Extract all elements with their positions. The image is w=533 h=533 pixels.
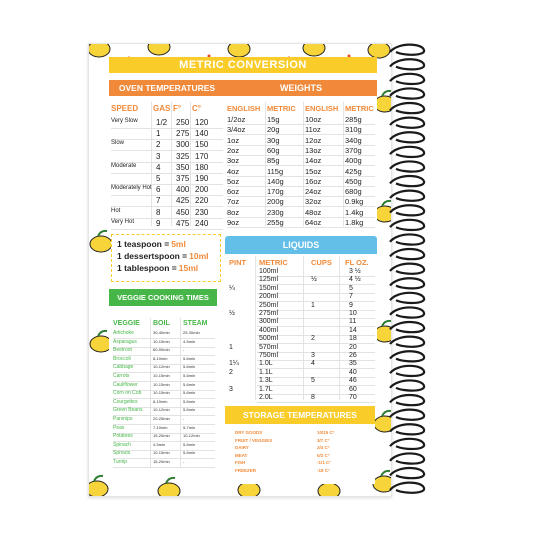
weights-cell: 285g xyxy=(345,115,362,124)
liquids-cell: 100ml xyxy=(259,268,279,275)
liquids-cell: 4 xyxy=(311,360,315,368)
spoon-label: 1 teaspoon = xyxy=(117,239,170,249)
weights-cell: 1.4kg xyxy=(345,207,364,217)
veggie-cell: 5-6min xyxy=(183,390,196,396)
spoon-value: 10ml xyxy=(189,251,209,261)
veggie-cell: 5-6min xyxy=(183,398,196,404)
oven-cell: 350 xyxy=(176,162,190,172)
oven-cell: 275 xyxy=(176,129,190,139)
veggie-cell: 10-15min xyxy=(153,373,170,378)
weights-cell: 15g xyxy=(267,115,280,124)
oven-cell: 240 xyxy=(195,218,209,228)
veggie-cell: Turnip xyxy=(113,459,127,465)
spiral-coil xyxy=(390,234,424,244)
table-rule xyxy=(150,318,151,468)
liquids-cell: 125ml xyxy=(259,276,279,284)
weights-cell: 140g xyxy=(267,176,284,186)
spoon-row xyxy=(117,239,186,249)
spiral-coil xyxy=(390,74,424,84)
weights-cell: 6oz xyxy=(227,187,240,197)
spiral-coil xyxy=(390,439,424,449)
oven-cell: Very Slow xyxy=(111,118,138,124)
weights-cell: 680g xyxy=(345,187,362,197)
weights-cell: 32oz xyxy=(305,197,322,207)
weights-cell: 15oz xyxy=(305,166,322,176)
veggie-cell: 10-15min xyxy=(153,381,170,387)
weights-cell: 7oz xyxy=(227,197,240,207)
veggie-cell: 5-7min xyxy=(183,424,196,430)
oven-cell: 1 xyxy=(156,129,161,139)
storage-item: DAIRY xyxy=(235,445,249,450)
weights-cell: 10oz xyxy=(305,115,322,124)
veggie-cell: 4-5min xyxy=(183,338,196,344)
storage-temp: 3/7 C° xyxy=(317,437,330,443)
spoon-label: 1 tablespoon = xyxy=(117,263,177,273)
weights-cell: 200g xyxy=(267,197,284,207)
liquids-cell: 1 xyxy=(229,343,233,351)
liquids-cell: 400ml xyxy=(259,326,279,334)
liquids-cell: 1.3L xyxy=(259,377,273,385)
table-rule xyxy=(257,377,375,378)
oven-cell: 180 xyxy=(195,162,209,172)
veggie-cell: Artichoke xyxy=(113,330,134,336)
liquids-cell: 150ml xyxy=(259,284,279,292)
weights-cell: 4oz xyxy=(227,166,240,176)
liquids-cell: 46 xyxy=(349,377,357,385)
veggie-cell: Spinach xyxy=(113,441,132,448)
spiral-coil xyxy=(390,161,424,171)
oven-cell: 8 xyxy=(156,207,161,217)
table-rule xyxy=(255,256,256,400)
weights-cell: 230g xyxy=(267,207,284,217)
oven-cell: 475 xyxy=(176,218,190,228)
weights-column-header: ENGLISH xyxy=(305,104,339,113)
weights-cell: 30g xyxy=(267,135,280,145)
oven-cell: 4 xyxy=(156,162,161,172)
table-rule xyxy=(180,318,181,468)
weights-cell: 1/2oz xyxy=(227,115,246,124)
liquids-cell: 570ml xyxy=(259,343,279,351)
page-title: METRIC CONVERSION xyxy=(109,57,377,73)
oven-column-header: C° xyxy=(192,104,201,113)
weights-cell: 170g xyxy=(267,187,284,197)
table-rule xyxy=(257,360,375,361)
spiral-coil xyxy=(390,249,424,259)
oven-column-header: GAS xyxy=(153,104,171,113)
liquids-cell: 2 xyxy=(311,335,315,343)
liquids-cell: 18 xyxy=(349,335,357,343)
table-rule xyxy=(265,102,266,226)
oven-cell: 5 xyxy=(156,174,161,183)
veggie-cell: 5-6min xyxy=(183,373,196,378)
storage-temperatures-header: STORAGE TEMPERATURES xyxy=(225,406,375,424)
veggie-cell: 5-6min xyxy=(183,364,196,370)
liquids-cell: 9 xyxy=(349,301,353,309)
veggie-cell: Parsnips xyxy=(113,416,133,422)
oven-cell: Moderately Hot xyxy=(111,185,152,192)
veggie-cell: 10-15min xyxy=(153,390,170,396)
storage-temp: 10/15 C° xyxy=(317,430,335,435)
veggie-cell: Cabbage xyxy=(113,364,134,371)
weights-cell: 60g xyxy=(267,145,280,155)
veggie-column-header: VEGGIE xyxy=(113,320,140,327)
liquids-cell: 1 xyxy=(311,301,315,309)
veggie-cell: 20-25min xyxy=(153,416,170,421)
veggie-column-header: BOIL xyxy=(153,320,170,327)
oven-cell: 140 xyxy=(195,129,209,139)
spiral-coil xyxy=(390,380,424,390)
storage-temp: -18 C° xyxy=(317,467,330,473)
veggie-cell: 5-6min xyxy=(183,381,196,387)
weights-cell: 0.9kg xyxy=(345,197,364,207)
oven-cell: 200 xyxy=(195,185,209,195)
veggie-cell: 10-12min xyxy=(153,407,170,413)
veggie-cell: - xyxy=(183,459,185,464)
liquids-cell: 60 xyxy=(349,385,357,393)
table-rule xyxy=(303,256,304,400)
table-rule xyxy=(257,368,375,369)
oven-cell: 400 xyxy=(176,185,190,195)
table-rule xyxy=(343,102,344,226)
storage-item: DRY GOODS xyxy=(235,430,263,435)
spoon-row xyxy=(117,251,209,261)
oven-cell: Very Hot xyxy=(111,218,135,225)
table-rule xyxy=(113,467,215,468)
weights-cell: 340g xyxy=(345,135,362,145)
notebook-page xyxy=(88,43,392,497)
liquids-cell: 200ml xyxy=(259,293,279,301)
spiral-coil xyxy=(390,322,424,332)
spiral-coil xyxy=(390,88,424,98)
weights-cell: 3oz xyxy=(227,156,240,166)
table-rule xyxy=(190,102,191,226)
weights-cell: 310g xyxy=(345,125,362,135)
table-rule xyxy=(111,229,223,230)
veggie-cell: 7-10min xyxy=(153,424,168,430)
veggie-cell: 6-10min xyxy=(153,398,168,404)
veggie-cell: 5-6min xyxy=(183,450,196,456)
oven-cell: Hot xyxy=(111,207,121,214)
liquids-cell: 2.0L xyxy=(259,394,273,401)
veggie-cell: 25-30min xyxy=(183,330,200,335)
weights-cell: 5oz xyxy=(227,176,240,186)
spiral-coil xyxy=(390,278,424,288)
spiral-coil xyxy=(390,307,424,317)
liquids-cell: 8 xyxy=(311,394,315,401)
liquids-cell: 1.0L xyxy=(259,360,273,368)
weights-cell: 370g xyxy=(345,145,362,155)
table-rule xyxy=(339,256,340,400)
veggie-cell: Sprouts xyxy=(113,450,131,457)
weights-cell: 2oz xyxy=(227,145,240,155)
veggie-cell: 5-6min xyxy=(183,407,196,413)
liquids-cell: 2 xyxy=(229,368,233,376)
table-rule xyxy=(151,102,152,226)
weights-cell: 24oz xyxy=(305,187,322,197)
spiral-coil xyxy=(390,59,424,69)
weights-cell: 14oz xyxy=(305,156,322,166)
veggie-cell: Peas xyxy=(113,424,125,431)
liquids-cell: 11 xyxy=(349,318,357,326)
liquids-cell: 5 xyxy=(311,377,315,385)
veggie-cell: 10-15min xyxy=(153,338,170,344)
liquids-cell: ½ xyxy=(311,276,317,284)
spiral-coil xyxy=(390,191,424,201)
spiral-coil xyxy=(390,147,424,157)
veggie-column-header: STEAM xyxy=(183,320,208,327)
spoon-value: 5ml xyxy=(171,239,186,249)
liquids-cell: 4 ½ xyxy=(349,276,361,284)
liquids-cell: 3 xyxy=(229,385,233,393)
liquids-cell: 70 xyxy=(349,394,357,401)
oven-cell: 325 xyxy=(176,151,190,161)
spiral-coil xyxy=(390,366,424,376)
weights-column-header: ENGLISH xyxy=(227,104,261,113)
weights-header: WEIGHTS xyxy=(225,80,377,96)
veggie-cell: - xyxy=(183,347,185,353)
liquids-column-header: PINT xyxy=(229,258,247,267)
oven-cell: 220 xyxy=(195,196,209,206)
weights-cell: 400g xyxy=(345,156,362,166)
liquids-cell: 10 xyxy=(349,310,357,317)
oven-cell: 425 xyxy=(176,196,190,206)
spiral-coil xyxy=(390,483,424,493)
veggie-cell: 10-12min xyxy=(183,433,200,439)
veggie-cell: Potatoes xyxy=(113,433,133,440)
weights-cell: 1oz xyxy=(227,135,240,145)
liquids-cell: 1¼ xyxy=(229,360,239,368)
veggie-cell: Carrots xyxy=(113,373,130,379)
oven-cell: 190 xyxy=(195,174,209,183)
oven-cell: 9 xyxy=(156,218,161,228)
liquids-cell: 7 xyxy=(349,293,353,301)
weights-cell: 11oz xyxy=(305,125,321,135)
spiral-coil xyxy=(390,293,424,303)
weights-cell: 9oz xyxy=(227,218,240,227)
oven-cell: 120 xyxy=(195,118,209,127)
storage-temp: 0/2 C° xyxy=(317,452,330,458)
oven-column-header: F° xyxy=(173,104,182,113)
oven-cell: 6 xyxy=(156,185,161,195)
spiral-coil xyxy=(390,337,424,347)
weights-cell: 450g xyxy=(345,176,362,186)
veggie-cooking-header: VEGGIE COOKING TIMES xyxy=(109,289,217,306)
spoon-label: 1 dessertspoon = xyxy=(117,251,188,261)
liquids-cell: 500ml xyxy=(259,335,279,343)
liquids-cell: ¼ xyxy=(229,284,235,292)
oven-temperatures-header: OVEN TEMPERATURES xyxy=(109,80,225,96)
oven-cell: 3 xyxy=(156,151,161,161)
weights-cell: 255g xyxy=(267,218,284,227)
veggie-cell: 60-90min xyxy=(153,347,170,353)
liquids-cell: 1.1L xyxy=(259,368,273,376)
veggie-cell: Broccoli xyxy=(113,355,131,362)
liquids-column-header: FL OZ. xyxy=(345,258,369,267)
veggie-cell: 15-20min xyxy=(153,459,170,464)
spiral-coil xyxy=(390,118,424,128)
storage-item: MEAT xyxy=(235,452,248,458)
storage-item: FREEZER xyxy=(235,467,257,473)
spiral-coil xyxy=(390,395,424,405)
veggie-cell: 30-40min xyxy=(153,330,170,335)
veggie-cell: - xyxy=(183,416,185,421)
spiral-coil xyxy=(390,45,424,55)
spiral-coil xyxy=(390,453,424,463)
table-rule xyxy=(227,227,375,228)
veggie-cell: Corn on Cob xyxy=(113,390,142,397)
spiral-coil xyxy=(390,264,424,274)
liquids-cell: 14 xyxy=(349,326,357,334)
veggie-cell: 4-5min xyxy=(153,441,166,447)
veggie-cell: Courgettes xyxy=(113,398,138,405)
oven-cell: 170 xyxy=(195,151,209,161)
oven-column-header: SPEED xyxy=(111,104,139,113)
veggie-cell: Asparagus xyxy=(113,338,137,345)
spiral-binding xyxy=(384,40,434,500)
liquids-cell: 5 xyxy=(349,284,353,292)
liquids-cell: 3 ½ xyxy=(349,268,361,275)
liquids-header: LIQUIDS xyxy=(225,236,377,254)
spiral-coil xyxy=(390,468,424,478)
veggie-cell: 10-15min xyxy=(153,450,170,456)
spoon-row xyxy=(117,263,198,273)
liquids-cell: 26 xyxy=(349,352,357,359)
storage-item: FRUIT / VEGGIES xyxy=(235,437,273,443)
veggie-cell: Beetroot xyxy=(113,347,132,354)
oven-cell: 7 xyxy=(156,196,161,206)
spiral-coil xyxy=(390,424,424,434)
liquids-cell: 300ml xyxy=(259,318,279,326)
oven-cell: 150 xyxy=(195,140,209,150)
table-rule xyxy=(257,385,375,386)
oven-cell: Slow xyxy=(111,140,125,147)
liquids-column-header: CUPS xyxy=(311,258,332,267)
weights-cell: 48oz xyxy=(305,207,322,217)
liquids-cell: 1.7L xyxy=(259,385,273,393)
weights-cell: 13oz xyxy=(305,145,322,155)
storage-temp: 2/4 C° xyxy=(317,445,330,450)
oven-cell: Moderate xyxy=(111,162,137,169)
spiral-coil xyxy=(390,205,424,215)
weights-cell: 12oz xyxy=(305,135,322,145)
liquids-column-header: METRIC xyxy=(259,258,288,267)
table-rule xyxy=(257,394,375,395)
spiral-coil xyxy=(390,176,424,186)
liquids-cell: 20 xyxy=(349,343,357,351)
veggie-cell: Green Beans xyxy=(113,407,143,414)
weights-cell: 115g xyxy=(267,166,284,176)
liquids-cell: 40 xyxy=(349,368,357,376)
weights-cell: 85g xyxy=(267,156,280,166)
oven-cell: 230 xyxy=(195,207,209,217)
liquids-cell: 275ml xyxy=(259,310,279,317)
liquids-cell: ½ xyxy=(229,310,235,317)
oven-cell: 450 xyxy=(176,207,190,217)
weights-cell: 16oz xyxy=(305,176,322,186)
weights-cell: 20g xyxy=(267,125,280,135)
table-rule xyxy=(303,102,304,226)
spoon-value: 15ml xyxy=(178,263,199,273)
oven-cell: 375 xyxy=(176,174,190,183)
veggie-cell: Cauliflower xyxy=(113,381,138,388)
veggie-cell: 5-6min xyxy=(183,441,196,447)
table-rule xyxy=(171,102,172,226)
weights-cell: 3/4oz xyxy=(227,125,246,135)
liquids-cell: 250ml xyxy=(259,301,279,309)
storage-temp: -1/1 C° xyxy=(317,460,332,465)
spiral-coil xyxy=(390,132,424,142)
storage-item: FISH xyxy=(235,460,246,465)
spiral-coil xyxy=(390,351,424,361)
spiral-coil xyxy=(390,410,424,420)
liquids-cell: 35 xyxy=(349,360,357,368)
weights-cell: 1.8kg xyxy=(345,218,364,227)
table-rule xyxy=(257,402,375,403)
veggie-cell: 15-20min xyxy=(153,433,170,439)
oven-cell: 2 xyxy=(156,140,161,150)
spiral-coil xyxy=(390,220,424,230)
oven-cell: 250 xyxy=(176,118,190,127)
liquids-cell: 750ml xyxy=(259,352,279,359)
weights-cell: 64oz xyxy=(305,218,322,227)
oven-cell: 300 xyxy=(176,140,190,150)
spiral-coil xyxy=(390,103,424,113)
oven-cell: 1/2 xyxy=(156,118,168,127)
weights-cell: 8oz xyxy=(227,207,240,217)
weights-column-header: METRIC xyxy=(345,104,374,113)
weights-column-header: METRIC xyxy=(267,104,296,113)
veggie-cell: 8-10min xyxy=(153,355,168,361)
liquids-cell: 3 xyxy=(311,352,315,359)
veggie-cell: 5-6min xyxy=(183,355,196,361)
weights-cell: 425g xyxy=(345,166,362,176)
veggie-cell: 10-12min xyxy=(153,364,170,370)
